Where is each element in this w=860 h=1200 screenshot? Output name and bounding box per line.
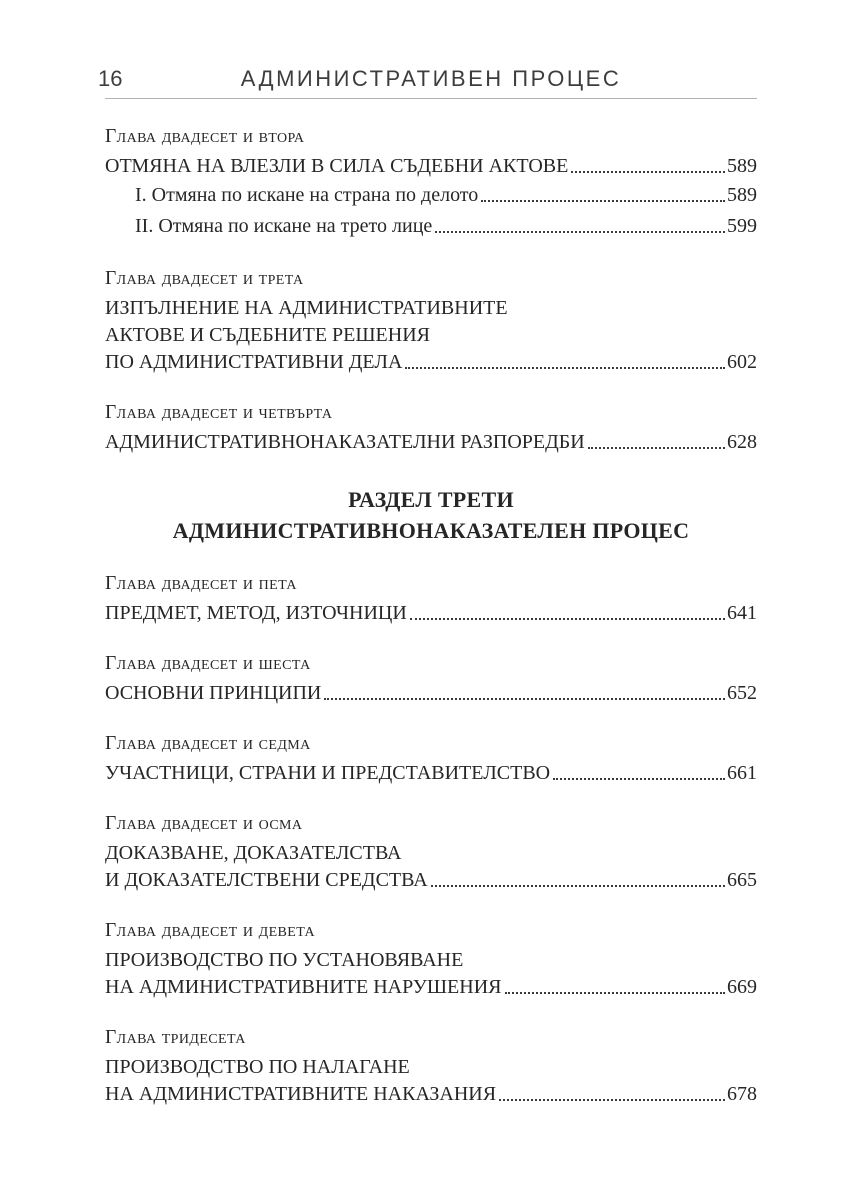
table-of-contents [105, 99, 757, 1108]
dot-leader [432, 211, 727, 242]
toc-row [105, 349, 757, 376]
dot-leader [550, 760, 727, 787]
chapter-title: ПО АДМИНИСТРАТИВНИ ДЕЛА [105, 351, 403, 373]
dot-leader [496, 1081, 727, 1108]
dot-leader [321, 680, 727, 707]
toc-row [105, 974, 757, 1001]
chapter-title: ПРЕДМЕТ, МЕТОД, ИЗТОЧНИЦИ [105, 602, 407, 624]
chapter-title-line: АКТОВЕ И СЪДЕБНИТЕ РЕШЕНИЯ [105, 324, 430, 346]
toc-row [105, 429, 757, 456]
chapter-title: ОСНОВНИ ПРИНЦИПИ [105, 682, 322, 704]
page-ref: 661 [727, 762, 757, 784]
toc-entry-ch27 [105, 728, 757, 787]
toc-row [105, 760, 757, 787]
chapter-label: Глава двадесет и седма [105, 733, 311, 754]
section-heading-line2: АДМИНИСТРАТИВНОНАКАЗАТЕЛЕН ПРОЦЕС [172, 518, 690, 543]
page-ref: 652 [727, 682, 757, 704]
toc-subitem [105, 211, 757, 242]
section-heading [105, 484, 757, 546]
toc-entry-ch22 [105, 121, 757, 242]
page-ref: 599 [727, 215, 757, 237]
toc-row [105, 1081, 757, 1108]
toc-row [105, 600, 757, 627]
page-ref: 665 [727, 869, 757, 891]
chapter-title: И ДОКАЗАТЕЛСТВЕНИ СРЕДСТВА [105, 869, 428, 891]
chapter-label: Глава двадесет и втора [105, 126, 305, 147]
toc-entry-ch28 [105, 808, 757, 894]
chapter-label: Глава двадесет и осма [105, 813, 303, 834]
page-ref: 589 [727, 155, 757, 177]
subitem-label: II. Отмяна по искане на трето лице [135, 215, 433, 237]
page-ref: 628 [727, 431, 757, 453]
page-ref: 678 [727, 1083, 757, 1105]
dot-leader [478, 180, 727, 211]
toc-entry-ch24 [105, 397, 757, 456]
toc-row [105, 867, 757, 894]
page-ref: 641 [727, 602, 757, 624]
chapter-label: Глава тридесета [105, 1027, 246, 1048]
chapter-title: АДМИНИСТРАТИВНОНАКАЗАТЕЛНИ РАЗПОРЕДБИ [105, 431, 585, 453]
chapter-title-line: ПРОИЗВОДСТВО ПО УСТАНОВЯВАНЕ [105, 949, 464, 971]
page-header [98, 64, 757, 99]
chapter-title-line: ИЗПЪЛНЕНИЕ НА АДМИНИСТРАТИВНИТЕ [105, 297, 508, 319]
chapter-title: НА АДМИНИСТРАТИВНИТЕ НАРУШЕНИЯ [105, 976, 502, 998]
chapter-title: ОТМЯНА НА ВЛЕЗЛИ В СИЛА СЪДЕБНИ АКТОВЕ [105, 155, 569, 177]
running-head: АДМИНИСТРАТИВЕН ПРОЦЕС [240, 66, 622, 91]
chapter-label: Глава двадесет и четвърта [105, 402, 333, 423]
chapter-label: Глава двадесет и шеста [105, 653, 311, 674]
dot-leader [502, 974, 727, 1001]
toc-entry-ch25 [105, 568, 757, 627]
chapter-label: Глава двадесет и девета [105, 920, 315, 941]
chapter-title-line: ПРОИЗВОДСТВО ПО НАЛАГАНЕ [105, 1056, 410, 1078]
chapter-label: Глава двадесет и пета [105, 573, 297, 594]
dot-leader [428, 867, 727, 894]
chapter-title: УЧАСТНИЦИ, СТРАНИ И ПРЕДСТАВИТЕЛСТВО [105, 762, 551, 784]
chapter-label: Глава двадесет и трета [105, 268, 304, 289]
dot-leader [568, 153, 727, 180]
page-ref: 669 [727, 976, 757, 998]
chapter-title: НА АДМИНИСТРАТИВНИТЕ НАКАЗАНИЯ [105, 1083, 497, 1105]
toc-row [105, 153, 757, 180]
dot-leader [407, 600, 727, 627]
page-ref: 602 [727, 351, 757, 373]
subitem-label: I. Отмяна по искане на страна по делото [135, 184, 479, 206]
page-ref: 589 [727, 184, 757, 206]
toc-entry-ch26 [105, 648, 757, 707]
toc-row [105, 680, 757, 707]
dot-leader [402, 349, 727, 376]
toc-entry-ch29 [105, 915, 757, 1001]
toc-subitem [105, 180, 757, 211]
dot-leader [585, 429, 727, 456]
page-number: 16 [98, 66, 123, 91]
toc-entry-ch30 [105, 1022, 757, 1108]
toc-entry-ch23 [105, 263, 757, 376]
section-heading-line1: РАЗДЕЛ ТРЕТИ [348, 487, 514, 512]
chapter-title-line: ДОКАЗВАНЕ, ДОКАЗАТЕЛСТВА [105, 842, 402, 864]
